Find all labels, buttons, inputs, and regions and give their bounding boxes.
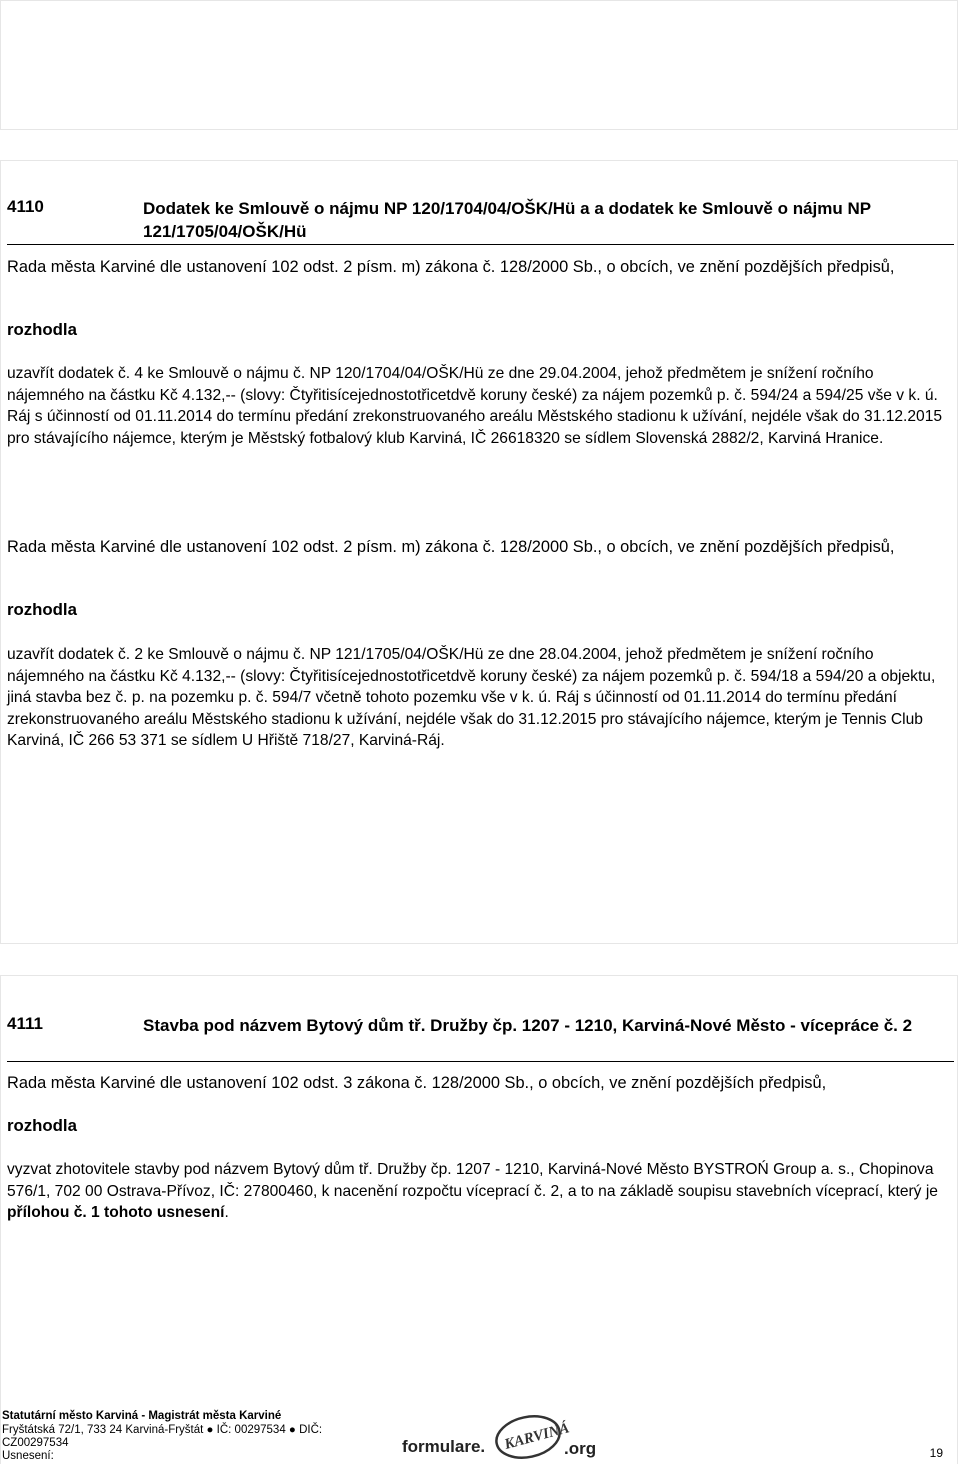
blank-top-panel bbox=[0, 0, 958, 130]
intro-paragraph: Rada města Karviné dle ustanovení 102 odst. 2 písm. m) zákona č. 128/2000 Sb., o obcích, ve znění pozdějších předpisů, bbox=[7, 538, 895, 556]
resolution-title: Dodatek ke Smlouvě o nájmu NP 120/1704/04/OŠK/Hü a a dodatek ke Smlouvě o nájmu NP 121/1705/04/OŠK/Hü bbox=[143, 199, 871, 241]
footer-organization: Statutární město Karviná - Magistrát města Karviné bbox=[2, 1410, 282, 1422]
logo-text-right: .org bbox=[564, 1439, 597, 1458]
page-number: 19 bbox=[929, 1446, 943, 1460]
decision-heading: rozhodla bbox=[7, 320, 77, 339]
attachment-reference: přílohou č. 1 tohoto usnesení bbox=[7, 1204, 225, 1221]
decision-text: vyzvat zhotovitele stavby pod názvem Bytový dům tř. Družby čp. 1207 - 1210, Karviná-Nové Město BYSTROŃ Group a. s., Chopinova 576/1, 702 00 Ostrava-Přívoz, IČ: 27800460, k nacenění rozpočtu víceprací č. 2, a to na základě soupisu stavebních víceprací, který je bbox=[7, 1161, 938, 1200]
formulare-karvina-logo bbox=[402, 1405, 614, 1463]
title-divider bbox=[7, 1061, 954, 1062]
decision-text-end: . bbox=[224, 1204, 229, 1221]
logo-text-left: formulare. bbox=[402, 1437, 486, 1456]
decision-paragraph: uzavřít dodatek č. 4 ke Smlouvě o nájmu č. NP 120/1704/04/OŠK/Hü ze dne 29.04.2004, jehož předmětem je snížení ročního nájemného na částku Kč 4.132,-- (slovy: Čtyřitisícejednostotřicetdvě koruny české) za nájem pozemků p. č. 594/24 a 594/25 vše v k. ú. Ráj s účinností od 01.11.2014 do termínu předání zrekonstruovaného areálu Městského stadionu k užívání, nejdéle však do 31.12.2015 pro stávajícího nájemce, kterým je Městský fotbalový klub Karviná, IČ 26618320 se sídlem Slovenská 2882/2, Karviná Hranice. bbox=[7, 365, 943, 447]
decision-paragraph bbox=[7, 1159, 952, 1224]
resolution-number: 4110 bbox=[7, 197, 44, 216]
decision-paragraph: uzavřít dodatek č. 2 ke Smlouvě o nájmu č. NP 121/1705/04/OŠK/Hü ze dne 28.04.2004, jehož předmětem je snížení ročního nájemného na částku Kč 4.132,-- (slovy: Čtyřitisícejednostotřicetdvě koruny české) za nájem pozemků p. č. 594/18 a 594/20 a objektu, jiná stavba bez č. p. na pozemku p. č. 594/7 včetně tohoto pozemku vše v k. ú. Ráj s účinností od 01.11.2014 do termínu předání zrekonstruovaného areálu Městského stadionu k užívání, nejdéle však do 31.12.2015 pro stávajícího nájemce, kterým je Tennis Club Karviná, IČ 266 53 371 se sídlem U Hřiště 718/27, Karviná-Ráj. bbox=[7, 646, 936, 749]
resolution-title: Stavba pod názvem Bytový dům tř. Družby čp. 1207 - 1210, Karviná-Nové Město - vícepráce č. 2 bbox=[143, 1016, 913, 1035]
resolution-number: 4111 bbox=[7, 1014, 43, 1033]
title-divider bbox=[7, 244, 954, 245]
decision-heading: rozhodla bbox=[7, 600, 77, 619]
footer-address: Fryštátská 72/1, 733 24 Karviná-Fryštát ● IČ: 00297534 ● DIČ: bbox=[2, 1424, 323, 1436]
intro-paragraph: Rada města Karviné dle ustanovení 102 odst. 3 zákona č. 128/2000 Sb., o obcích, ve znění pozdějších předpisů, bbox=[7, 1074, 827, 1092]
decision-heading: rozhodla bbox=[7, 1116, 77, 1135]
footer-dic: CZ00297534 bbox=[2, 1437, 69, 1449]
logo-text-mid: KARVINÁ bbox=[502, 1420, 572, 1453]
intro-paragraph: Rada města Karviné dle ustanovení 102 odst. 2 písm. m) zákona č. 128/2000 Sb., o obcích, ve znění pozdějších předpisů, bbox=[7, 258, 895, 276]
footer-usneseni: Usnesení: bbox=[2, 1450, 54, 1462]
